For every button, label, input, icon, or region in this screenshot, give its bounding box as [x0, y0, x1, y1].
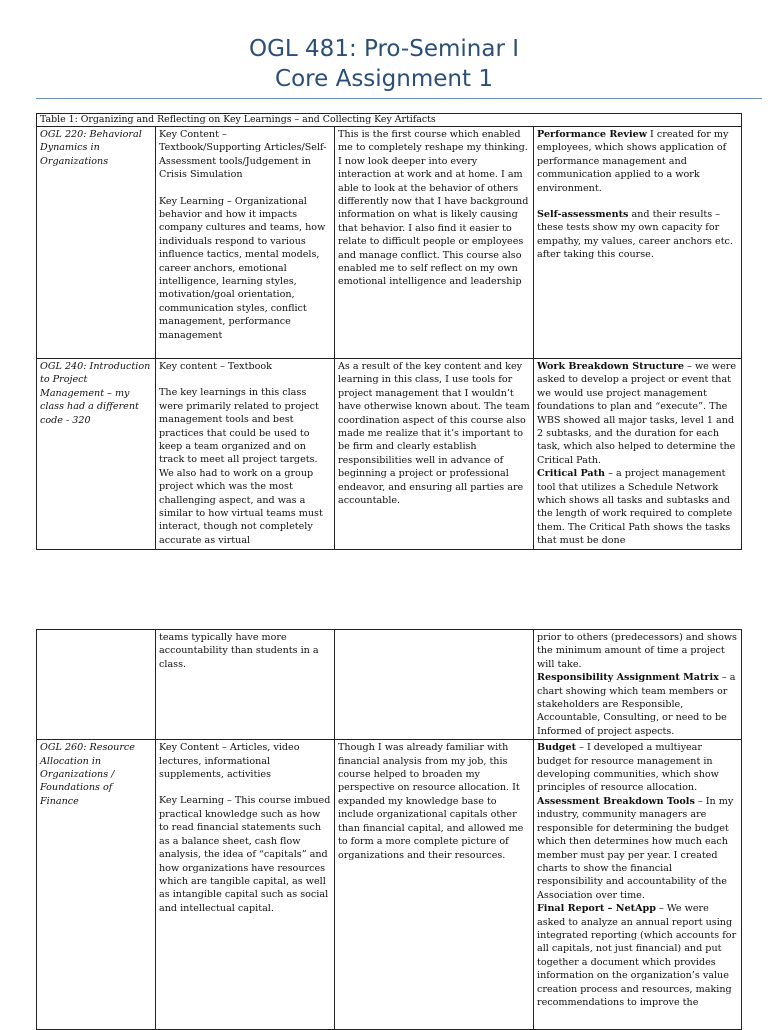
title-line-assignment: Core Assignment 1	[275, 66, 493, 92]
reflection-cell: Though I was already familiar with financial analysis from my job, this course helped to broaden my perspective on resource allocation. It expanded my knowledge base to include organizational capitals other than financial capital, and allowed me to form a more complete picture of organizations and their resources.	[335, 740, 534, 1030]
artifact-description: – We were asked to analyze an annual report using integrated reporting (which accounts for all capitals, not just financial) and put together a document which provides information on the organization’s value creation process and resources, making recommendations to improve the	[537, 903, 737, 1008]
table-row	[37, 359, 742, 550]
title-line-course: OGL 481: Pro-Seminar I	[249, 36, 519, 62]
key-learnings-table-page2	[36, 629, 742, 1030]
artifact-title: Work Breakdown Structure	[537, 361, 685, 372]
artifact-item	[537, 360, 738, 467]
course-cell	[37, 630, 156, 740]
key-learnings-table-page1	[36, 113, 742, 550]
artifacts-cell	[534, 359, 742, 550]
content-cell	[156, 359, 335, 550]
artifact-item	[537, 902, 738, 1009]
course-cell: OGL 260: Resource Allocation in Organizations / Foundations of Finance	[37, 740, 156, 1030]
artifact-title: Responsibility Assignment Matrix	[537, 672, 719, 684]
artifact-item	[537, 671, 738, 738]
course-cell: OGL 240: Introduction to Project Management – my class had a different code - 320	[37, 359, 156, 550]
artifact-title: Budget	[537, 742, 577, 754]
table-row	[37, 127, 742, 359]
artifact-item	[537, 741, 738, 795]
key-learning-text: The key learnings in this class were primarily related to project management tools and best practices that could be used to keep a team organized and on track to meet all project targets. We also had to work on a group project which was the most challenging aspect, and was a similar to how virtual teams must interact, though not completely accurate as virtual	[159, 387, 323, 546]
artifact-title: Self-assessments	[537, 209, 629, 221]
artifact-description: I created for my employees, which shows application of performance management and communication applied to a work environment.	[537, 129, 729, 194]
artifact-item	[537, 128, 738, 195]
artifact-description: and their results – these tests show my own capacity for empathy, my values, career anchors etc. after taking this course.	[537, 209, 733, 261]
artifact-description: – In my industry, community managers are responsible for determining the budget which then determines how much each member must pay per year. I created charts to show the financial responsibility and accountability of the Association over time.	[537, 795, 734, 901]
course-cell: OGL 220: Behavioral Dynamics in Organizations	[37, 127, 156, 359]
key-learning-text: Key Learning – This course imbued practical knowledge such as how to read financial statements such as a balance sheet, cash flow analysis, the idea of “capitals” and how organizations have resources which are tangible capital, as well as intangible capital such as social and intellectual capital.	[159, 795, 331, 914]
artifact-item	[537, 795, 738, 902]
artifact-title: Final Report – NetApp	[537, 903, 656, 915]
artifacts-cell	[534, 740, 742, 1030]
artifacts-cell	[534, 630, 742, 740]
artifact-description: – a project management tool that utilizes a Schedule Network which shows all tasks and subtasks and the length of work required to complete them. The Critical Path shows the tasks that must be done	[537, 468, 733, 547]
reflection-cell: As a result of the key content and key learning in this class, I use tools for project management that I wouldn’t have otherwise known about. The team coordination aspect of this course also made me realize that it’s important to be firm and clearly establish responsibilities well in advance of beginning a project or professional endeavor, and ensuring all parties are accountable.	[335, 359, 534, 550]
artifact-item	[537, 467, 738, 547]
table-caption-row	[37, 114, 742, 127]
key-learning-text: Key Learning – Organizational behavior and how it impacts company cultures and teams, how individuals respond to various influence tactics, mental models, career anchors, emotional intelligence, learning styles, motivation/goal orientation, communication styles, conflict management, performance management	[159, 195, 326, 341]
table-row	[37, 630, 742, 740]
document-title	[0, 34, 768, 94]
key-content-text: Key Content – Textbook/Supporting Articles/Self-Assessment tools/Judgement in Crisis Simulation	[159, 129, 327, 181]
artifact-description: prior to others (predecessors) and shows the minimum amount of time a project will take.	[537, 632, 737, 670]
table-row	[37, 740, 742, 1030]
key-content-text: Key content – Textbook	[159, 361, 272, 372]
title-divider	[36, 98, 762, 99]
artifacts-cell	[534, 127, 742, 359]
artifact-description: – we were asked to develop a project or event that we would use project management foundations to plan and “execute”. The WBS showed all major tasks, level 1 and 2 subtasks, and the duration for each task, which also helped to determine the Critical Path.	[537, 361, 737, 466]
reflection-cell	[335, 630, 534, 740]
artifact-description: – a chart showing which team members or stakeholders are Responsible, Accountable, Consulting, or need to be Informed of project aspects.	[537, 672, 736, 737]
content-cell	[156, 740, 335, 1030]
content-cell: teams typically have more accountability than students in a class.	[156, 630, 335, 740]
artifact-item	[537, 631, 738, 671]
artifact-description: – I developed a multiyear budget for resource management in developing communities, which show principles of resource allocation.	[537, 742, 719, 794]
reflection-cell: This is the first course which enabled me to completely reshape my thinking. I now look deeper into every interaction at work and at home. I am able to look at the behavior of others differently now that I have background information on what is likely causing that behavior. I also find it easier to relate to difficult people or employees and manage conflict. This course also enabled me to self reflect on my own emotional intelligence and leadership	[335, 127, 534, 359]
artifact-title: Critical Path	[537, 468, 606, 480]
key-content-text: Key Content – Articles, video lectures, informational supplements, activities	[159, 742, 300, 781]
table-caption: Table 1: Organizing and Reflecting on Key Learnings – and Collecting Key Artifacts	[37, 114, 742, 127]
artifact-title: Performance Review	[537, 129, 647, 140]
artifact-title: Assessment Breakdown Tools	[537, 795, 695, 807]
artifact-item	[537, 208, 738, 262]
content-cell	[156, 127, 335, 359]
